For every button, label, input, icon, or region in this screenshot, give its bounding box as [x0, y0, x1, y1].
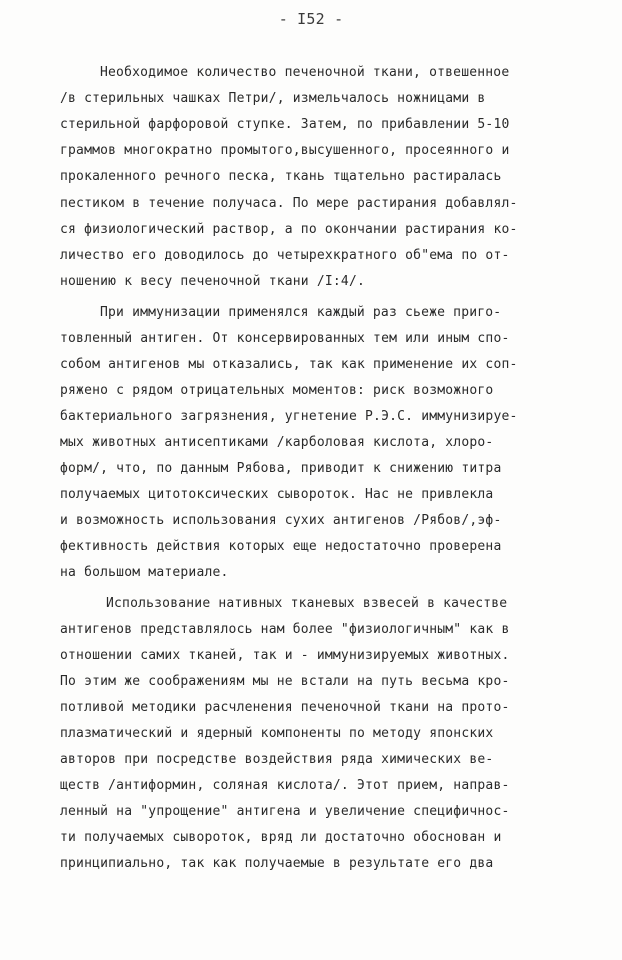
text-line: собом антигенов мы отказались, так как применение их соп- — [60, 357, 518, 372]
text-line: ленный на "упрощение" антигена и увеличение специфичнос- — [60, 804, 510, 819]
text-line: ношению к весу печеночной ткани /I:4/. — [60, 274, 366, 289]
text-line: и возможность использования сухих антигенов /Рябов/,эф- — [60, 513, 502, 528]
text-line: ществ /антиформин, соляная кислота/. Этот прием, направ- — [60, 778, 510, 793]
text-line: бактериального загрязнения, угнетение Р.Э.С. иммунизируе- — [60, 409, 518, 424]
text-line: ся физиологический раствор, а по окончании растирания ко- — [60, 222, 518, 237]
text-line: личество его доводилось до четырехкратного об"ема по от- — [60, 248, 510, 263]
text-line: авторов при посредстве воздействия ряда химических ве- — [60, 752, 494, 767]
page-number: - I52 - — [278, 10, 344, 28]
text-line: Использование нативных тканевых взвесей в качестве — [106, 596, 508, 611]
text-line: антигенов представлялось нам более "физиологичным" как в — [60, 622, 510, 637]
text-line: фективность действия которых еще недостаточно проверена — [60, 539, 502, 554]
text-line: ряжено с рядом отрицательных моментов: риск возможного — [60, 383, 494, 398]
text-line: Необходимое количество печеночной ткани, отвешенное — [100, 65, 510, 80]
text-line: стерильной фарфоровой ступке. Затем, по прибавлении 5-10 — [60, 117, 510, 132]
text-line: принципиально, так как получаемые в результате его два — [60, 856, 494, 871]
text-line: на большом материале. — [60, 565, 229, 580]
text-line: ти получаемых сывороток, вряд ли достаточно обоснован и — [60, 830, 502, 845]
text-line: потливой методики расчленения печеночной ткани на прото- — [60, 700, 510, 715]
text-line: граммов многократно промытого,высушенного, просеянного и — [60, 143, 510, 158]
text-line: форм/, что, по данным Рябова, приводит к снижению титра — [60, 461, 502, 476]
text-line: пестиком в течение получаса. По мере растирания добавлял- — [60, 196, 518, 211]
text-line: товленный антиген. От консервированных тем или иным спо- — [60, 331, 510, 346]
text-line: /в стерильных чашках Петри/, измельчалось ножницами в — [60, 91, 486, 106]
text-line: отношении самих тканей, так и - иммунизируемых животных. — [60, 648, 510, 663]
text-line: получаемых цитотоксических сывороток. Нас не привлекла — [60, 487, 494, 502]
text-line: По этим же соображениям мы не встали на путь весьма кро- — [60, 674, 510, 689]
text-line: мых животных антисептиками /карболовая кислота, хлоро- — [60, 435, 494, 450]
text-line: При иммунизации применялся каждый раз сьеже приго- — [100, 305, 502, 320]
text-line: плазматический и ядерный компоненты по методу японских — [60, 726, 494, 741]
text-line: прокаленного речного песка, ткань тщательно растиралась — [60, 169, 502, 184]
